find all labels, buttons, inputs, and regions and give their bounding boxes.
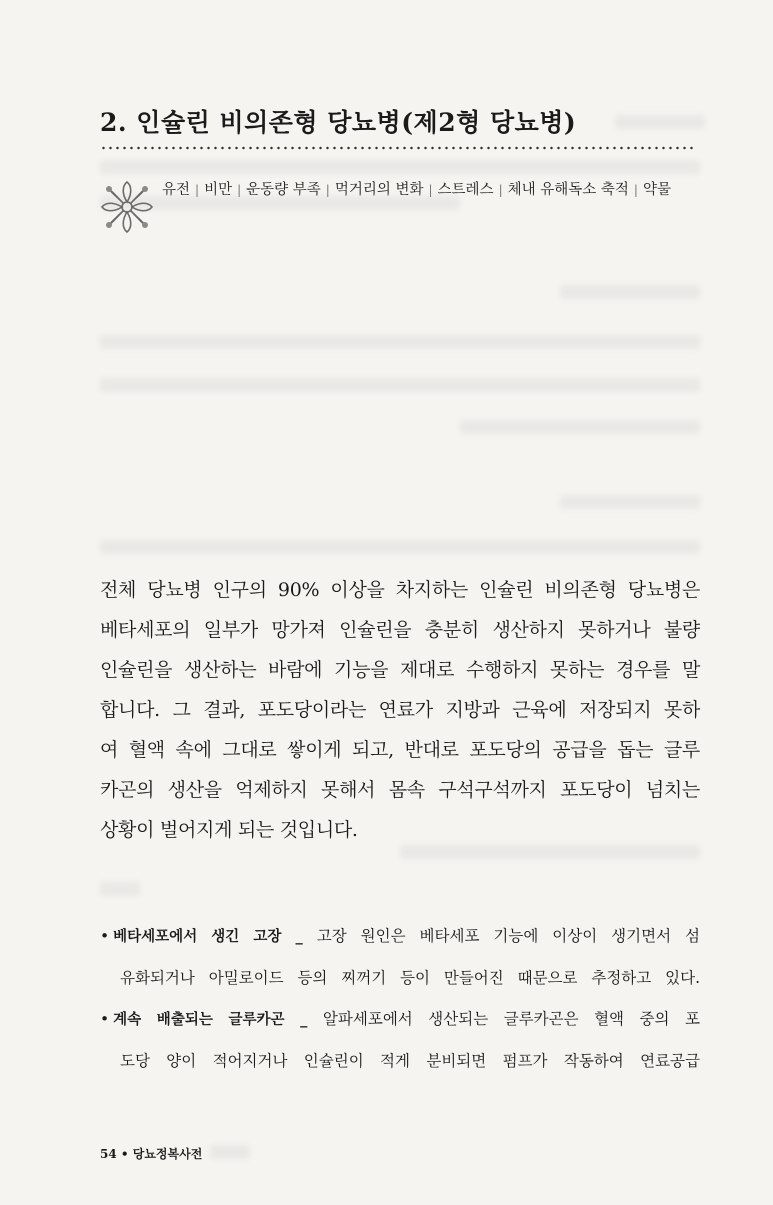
flower-ornament-icon [98, 178, 156, 236]
tag-item: 운동량 부족 [246, 182, 321, 198]
bullet-marker: • [100, 1010, 110, 1028]
tag-separator: | [498, 183, 503, 197]
paragraph-line: 합니다. 그 결과, 포도당이라는 연료가 지방과 근육에 저장되지 못하 [100, 699, 700, 721]
bullet-heading: 계속 배출되는 글루카곤 _ [113, 1012, 308, 1028]
tag-separator: | [428, 183, 433, 197]
page-footer [100, 1145, 202, 1162]
bullet-item [100, 999, 700, 1082]
tag-item: 약물 [642, 182, 671, 198]
dotted-divider [100, 146, 696, 150]
paragraph-line: 카곤의 생산을 억제하지 못해서 몸속 구석구석까지 포도당이 넘치는 [100, 779, 700, 801]
paragraph-line: 인슐린을 생산하는 바람에 기능을 제대로 수행하지 못하는 경우를 말 [100, 659, 700, 681]
tag-item: 스트레스 [437, 182, 494, 198]
bullet-continuation: 유화되거나 아밀로이드 등의 찌꺼기 등이 만들어진 때문으로 추정하고 있다. [120, 969, 700, 987]
paragraph-line: 전체 당뇨병 인구의 90% 이상을 차지하는 인슐린 비의존형 당뇨병은 [100, 579, 700, 601]
bullet-marker: • [100, 927, 110, 945]
tag-separator: | [237, 183, 242, 197]
paragraph-line: 여 혈액 속에 그대로 쌓이게 되고, 반대로 포도당의 공급을 돕는 글루 [100, 739, 700, 761]
page-number: 54 [100, 1147, 117, 1161]
body-paragraph [100, 570, 700, 850]
tag-item: 유전 [162, 182, 191, 198]
tag-separator: | [633, 183, 638, 197]
bullet-heading: 베타세포에서 생긴 고장 _ [113, 929, 303, 945]
tag-item: 먹거리의 변화 [334, 182, 424, 198]
section-title: 2. 인슐린 비의존형 당뇨병(제2형 당뇨병) [100, 108, 577, 137]
paragraph-line: 상황이 벌어지게 되는 것입니다. [100, 819, 358, 841]
bullet-first-line [100, 916, 700, 958]
tag-item: 체내 유해독소 축적 [507, 182, 629, 198]
bullet-text: 알파세포에서 생산되는 글루카곤은 혈액 중의 포 [307, 1010, 700, 1028]
bullet-item [100, 916, 700, 999]
bullet-text: 고장 원인은 베타세포 기능에 이상이 생기면서 섬 [302, 927, 700, 945]
bullet-first-line [100, 999, 700, 1041]
footer-separator: • [120, 1147, 129, 1161]
book-title: 당뇨정복사전 [132, 1147, 203, 1161]
bullet-continuation: 도당 양이 적어지거나 인슐린이 적게 분비되면 펌프가 작동하여 연료공급 [120, 1052, 700, 1070]
tag-item: 비만 [204, 182, 233, 198]
paragraph-line: 베타세포의 일부가 망가져 인슐린을 충분히 생산하지 못하거나 불량 [100, 619, 700, 641]
cause-tag-list [162, 178, 702, 199]
tag-separator: | [195, 183, 200, 197]
bullet-list [100, 916, 700, 1082]
tag-separator: | [325, 183, 330, 197]
